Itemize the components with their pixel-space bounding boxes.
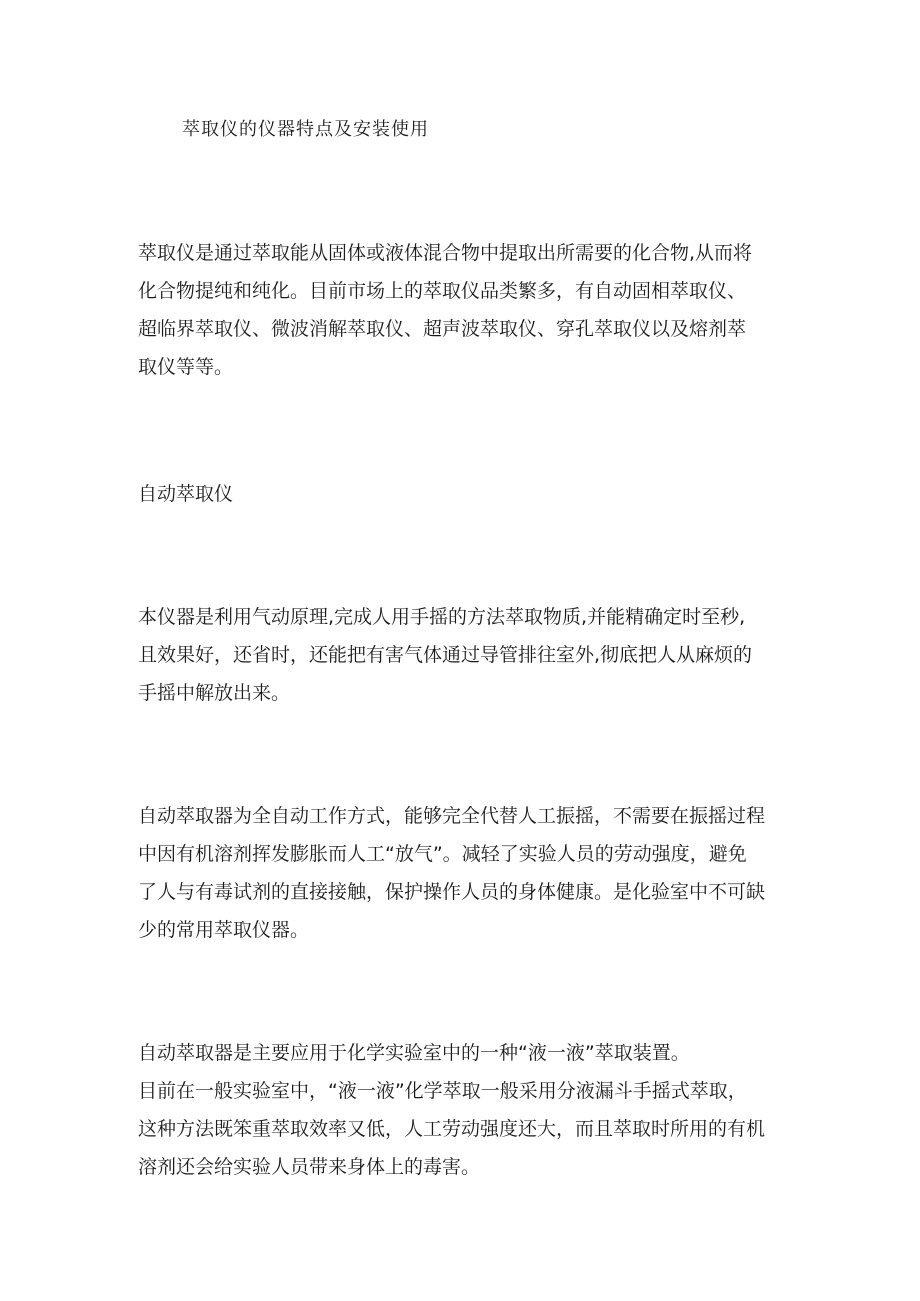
paragraph2-line-4: 少的常用萃取仪器。 [138, 919, 310, 941]
paragraph2-line-3: 了人与有毒试剂的直接接触，保护操作人员的身体健康。是化验室中不可缺 [138, 881, 766, 903]
intro-line-1: 萃取仪是通过萃取能从固体或液体混合物中提取出所需要的化合物,从而将 [138, 242, 753, 264]
document-title: 萃取仪的仪器特点及安装使用 [182, 119, 429, 140]
paragraph1-line-3: 手摇中解放出来。 [138, 682, 291, 704]
section-heading: 自动萃取仪 [138, 483, 234, 505]
paragraph2-line-2: 中因有机溶剂挥发膨胀而人工“放气”。减轻了实验人员的劳动强度，避免 [138, 843, 747, 865]
intro-line-4: 取仪等等。 [138, 356, 234, 378]
paragraph3-line-1: 自动萃取器是主要应用于化学实验室中的一种“液一液”萃取装置。 [138, 1042, 690, 1064]
paragraph1-line-1: 本仪器是利用气动原理,完成人用手摇的方法萃取物质,并能精确定时至秒, [138, 606, 746, 628]
intro-line-3: 超临界萃取仪、微波消解萃取仪、超声波萃取仪、穿孔萃取仪以及熔剂萃 [138, 318, 747, 340]
paragraph3-line-3: 这种方法既笨重萃取效率又低，人工劳动强度还大，而且萃取时所用的有机 [138, 1118, 766, 1140]
paragraph1-line-2: 且效果好，还省时，还能把有害气体通过导管排往室外,彻底把人从麻烦的 [138, 644, 753, 666]
paragraph2-line-1: 自动萃取器为全自动工作方式，能够完全代替人工振摇，不需要在振摇过程 [138, 805, 766, 827]
intro-line-2: 化合物提纯和纯化。目前市场上的萃取仪品类繁多，有自动固相萃取仪、 [138, 280, 747, 302]
paragraph3-line-4: 溶剂还会给实验人员带来身体上的毒害。 [138, 1156, 481, 1178]
paragraph3-line-2: 目前在一般实验室中，“液一液”化学萃取一般采用分液漏斗手摇式萃取， [138, 1080, 747, 1102]
